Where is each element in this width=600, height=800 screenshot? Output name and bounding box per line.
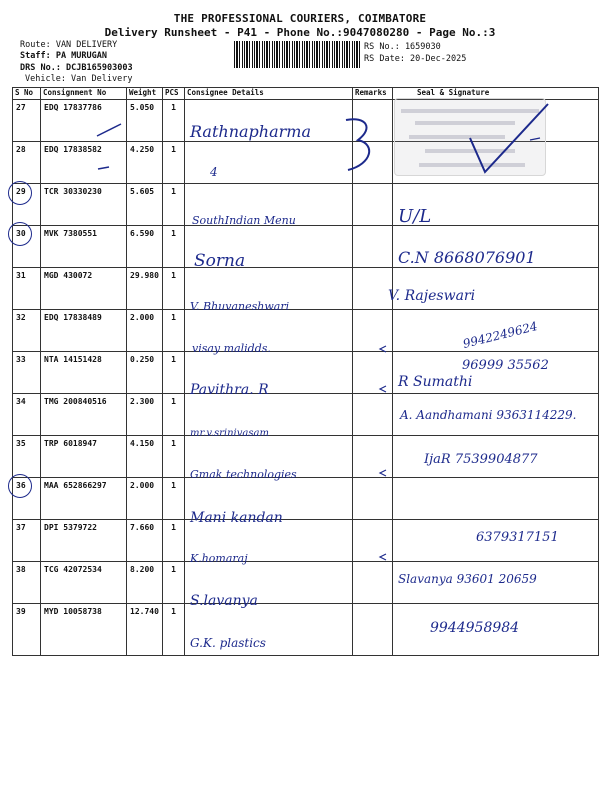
- sno-cell: 34: [16, 397, 26, 406]
- tick-signature-icon: [380, 100, 580, 180]
- remark-tick-icon: [378, 344, 388, 354]
- meta-left: [20, 40, 133, 85]
- pcs-cell: 1: [171, 103, 176, 112]
- weight-cell: 2.000: [130, 313, 155, 322]
- handwritten-signature: U/L: [398, 206, 432, 227]
- handwritten-consignee: Rathnapharma: [190, 122, 311, 141]
- handwritten-consignee: S.lavanya: [190, 593, 258, 609]
- pcs-cell: 1: [171, 481, 176, 490]
- pcs-cell: 1: [171, 355, 176, 364]
- weight-cell: 29.980: [130, 271, 159, 280]
- rs-date-text: RS Date: 20-Dec-2025: [364, 54, 467, 64]
- barcode: [234, 41, 360, 68]
- sno-cell: 38: [16, 565, 26, 574]
- col-consignee: Consignee Details: [185, 88, 353, 100]
- sno-cell: 32: [16, 313, 26, 322]
- col-pcs: PCS: [163, 88, 185, 100]
- consignment-cell: TRP 6018947: [44, 439, 97, 448]
- company-title: THE PROFESSIONAL COURIERS, COIMBATORE: [173, 12, 427, 25]
- remark-tick-icon: [378, 468, 388, 478]
- pcs-cell: 1: [171, 313, 176, 322]
- sno-cell: 31: [16, 271, 26, 280]
- weight-cell: 4.150: [130, 439, 155, 448]
- handwritten-consignee: mr.v.srinivasam: [190, 428, 269, 439]
- check-mark-icon: [95, 120, 125, 140]
- remark-tick-icon: [378, 384, 388, 394]
- handwritten-signature: R Sumathi: [398, 374, 473, 390]
- pcs-cell: 1: [171, 145, 176, 154]
- handwritten-signature: Slavanya 93601 20659: [398, 572, 537, 586]
- pcs-cell: 1: [171, 523, 176, 532]
- rs-no-text: RS No.: 1659030: [364, 42, 441, 52]
- pcs-cell: 1: [171, 607, 176, 616]
- handwritten-signature: 96999 35562: [462, 358, 549, 373]
- pcs-cell: 1: [171, 229, 176, 238]
- handwritten-signature: V. Rajeswari: [388, 288, 476, 304]
- handwritten-consignee: visay malidds.: [192, 342, 271, 355]
- circle-mark: [8, 181, 32, 205]
- sno-cell: 36: [16, 481, 26, 490]
- staff-text: Staff: PA MURUGAN: [20, 51, 107, 62]
- sno-cell: 27: [16, 103, 26, 112]
- handwritten-signature: IjaR 7539904877: [424, 452, 538, 467]
- col-consignment: Consignment No: [41, 88, 127, 100]
- consignment-cell: TCR 30330230: [44, 187, 102, 196]
- consignment-cell: MGD 430072: [44, 271, 93, 280]
- sno-cell: 29: [16, 187, 26, 196]
- pcs-cell: 1: [171, 439, 176, 448]
- consignment-cell: TMG 200840516: [44, 397, 107, 406]
- table-row: [13, 478, 599, 520]
- pcs-cell: 1: [171, 397, 176, 406]
- meta-right: [364, 41, 466, 65]
- handwritten-consignee: Gmak technologies: [190, 468, 297, 481]
- route-text: Route: VAN DELIVERY: [20, 40, 118, 50]
- consignment-cell: EDQ 17837786: [44, 103, 102, 112]
- weight-cell: 6.590: [130, 229, 155, 238]
- sno-cell: 39: [16, 607, 26, 616]
- handwritten-mark: 4: [210, 165, 218, 179]
- consignment-cell: DPI 5379722: [44, 523, 97, 532]
- circle-mark: [8, 222, 32, 246]
- weight-cell: 5.050: [130, 103, 155, 112]
- sno-cell: 35: [16, 439, 26, 448]
- weight-cell: 4.250: [130, 145, 155, 154]
- handwritten-signature: A. Aandhamani 9363114229.: [400, 408, 577, 422]
- consignment-cell: MAA 652866297: [44, 481, 107, 490]
- consignment-cell: EDQ 17838489: [44, 313, 102, 322]
- handwritten-consignee: G.K. plastics: [190, 636, 266, 650]
- remark-brace-icon: [336, 114, 386, 174]
- sno-cell: 37: [16, 523, 26, 532]
- sno-cell: 28: [16, 145, 26, 154]
- pcs-cell: 1: [171, 565, 176, 574]
- runsheet-title: Delivery Runsheet - P41 - Phone No.:9047080280 - Page No.:3: [104, 26, 496, 39]
- col-sno: S No: [13, 88, 41, 100]
- table-row: [13, 268, 599, 310]
- weight-cell: 2.300: [130, 397, 155, 406]
- handwritten-signature: 6379317151: [476, 530, 559, 545]
- weight-cell: 12.740: [130, 607, 159, 616]
- weight-cell: 5.605: [130, 187, 155, 196]
- handwritten-signature: C.N 8668076901: [398, 248, 536, 267]
- weight-cell: 7.660: [130, 523, 155, 532]
- table-row: [13, 184, 599, 226]
- sno-cell: 33: [16, 355, 26, 364]
- weight-cell: 0.250: [130, 355, 155, 364]
- handwritten-consignee: Pavithra. R: [190, 382, 269, 398]
- consignment-cell: NTA 14151428: [44, 355, 102, 364]
- col-weight: Weight: [127, 88, 163, 100]
- handwritten-consignee: Mani kandan: [190, 510, 283, 526]
- remark-tick-icon: [378, 552, 388, 562]
- vehicle-text: Vehicle: Van Delivery: [25, 73, 133, 84]
- col-seal: Seal & Signature: [393, 88, 599, 100]
- consignment-cell: MYD 10058738: [44, 607, 102, 616]
- handwritten-signature: 9944958984: [430, 620, 520, 636]
- consignment-cell: EDQ 17838582: [44, 145, 102, 154]
- pcs-cell: 1: [171, 187, 176, 196]
- col-remarks: Remarks: [353, 88, 393, 100]
- consignment-cell: TCG 42072534: [44, 565, 102, 574]
- weight-cell: 8.200: [130, 565, 155, 574]
- circle-mark: [8, 474, 32, 498]
- handwritten-consignee: K.homaraj: [190, 552, 248, 565]
- pcs-cell: 1: [171, 271, 176, 280]
- dash-mark-icon: [96, 163, 112, 173]
- drs-text: DRS No.: DCJB165903003: [20, 62, 133, 73]
- handwritten-consignee: V. Bhuvaneshwari: [190, 300, 290, 313]
- weight-cell: 2.000: [130, 481, 155, 490]
- handwritten-signature: 9942249624: [461, 318, 539, 352]
- consignment-cell: MVK 7380551: [44, 229, 97, 238]
- handwritten-consignee: SouthIndian Menu: [192, 214, 296, 227]
- handwritten-consignee: Sorna: [194, 251, 246, 271]
- sno-cell: 30: [16, 229, 26, 238]
